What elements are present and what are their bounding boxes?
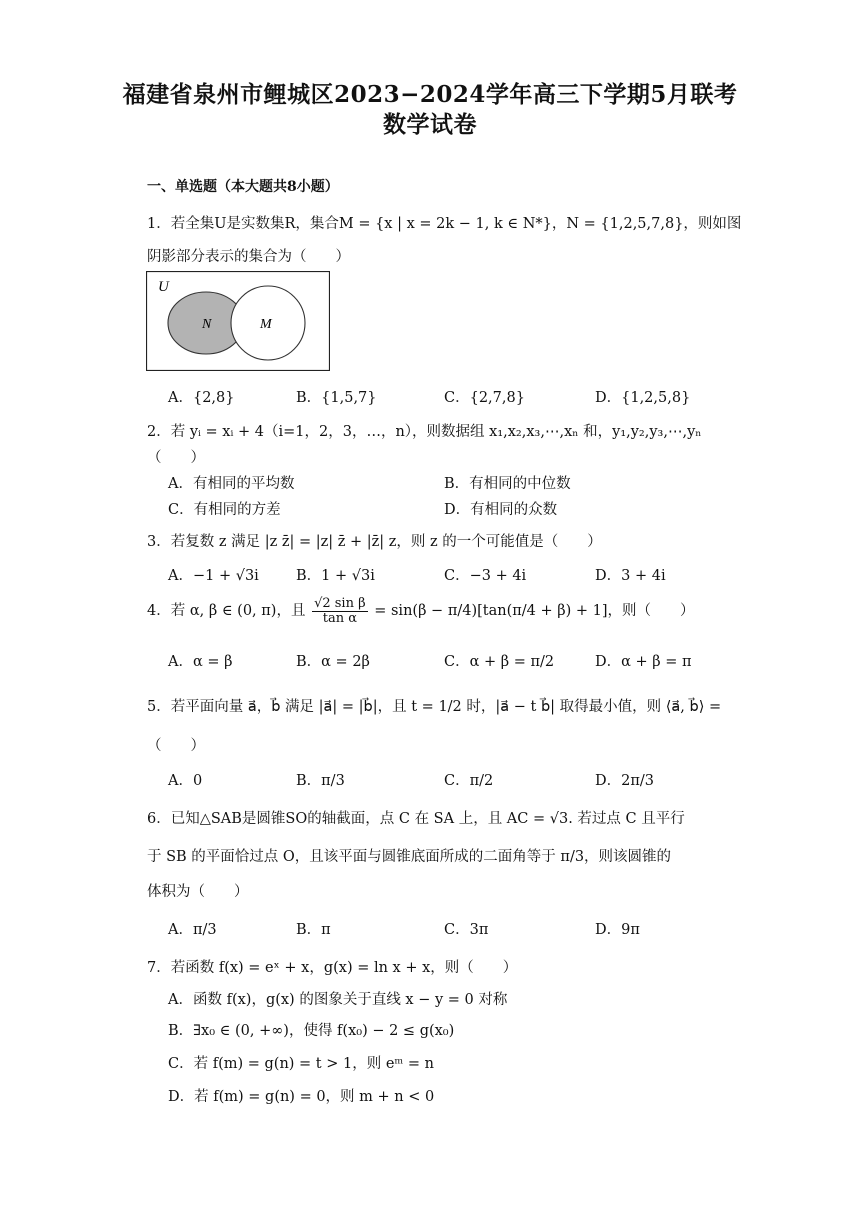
- q6-option-b[interactable]: B．π: [296, 922, 331, 938]
- q3-option-d[interactable]: D．3 + 4i: [595, 568, 666, 584]
- question-2-stem-cont: （ ）: [147, 450, 205, 466]
- q7-option-d[interactable]: D．若 f(m) = g(n) = 0，则 m + n < 0: [168, 1089, 435, 1105]
- q5-option-b[interactable]: B．π/3: [296, 773, 345, 789]
- question-1-stem: 1．若全集U是实数集R，集合M = {x | x = 2k − 1, k ∈ N*}，N = {1,2,5,7,8}，则如图: [147, 216, 742, 232]
- question-4-stem: [147, 597, 695, 625]
- q3-option-c[interactable]: C．−3 + 4i: [444, 568, 527, 584]
- page-subtitle: 数学试卷: [383, 111, 477, 138]
- question-5-stem: 5．若平面向量 a⃗，b⃗ 满足 |a⃗| = |b⃗|，且 t = 1/2 时，|a⃗ − t b⃗| 取得最小值，则 ⟨a⃗, b⃗⟩ =: [147, 699, 722, 715]
- q4-fraction: [312, 597, 368, 625]
- q7-option-a[interactable]: A．函数 f(x)，g(x) 的图象关于直线 x − y = 0 对称: [168, 992, 508, 1008]
- q4-option-c[interactable]: C．α + β = π/2: [444, 654, 555, 670]
- q1-option-c[interactable]: C．{2,7,8}: [444, 390, 525, 406]
- venn-label-u: U: [158, 279, 169, 295]
- q7-option-b[interactable]: B．∃x₀ ∈ (0, +∞)，使得 f(x₀) − 2 ≤ g(x₀): [168, 1023, 455, 1039]
- page-title: 福建省泉州市鲤城区2023−2024学年高三下学期5月联考: [122, 81, 738, 108]
- question-3-stem: 3．若复数 z 满足 |z z̄| = |z| z̄ + |z̄| z，则 z 的一个可能值是（ ）: [147, 534, 602, 550]
- q6-option-a[interactable]: A．π/3: [168, 922, 217, 938]
- question-5-stem-cont: （ ）: [147, 738, 205, 754]
- q4-option-d[interactable]: D．α + β = π: [595, 654, 692, 670]
- venn-label-m: M: [260, 317, 272, 332]
- q6-option-c[interactable]: C．3π: [444, 922, 489, 938]
- venn-label-n: N: [202, 317, 212, 332]
- q4-stem-pre: 4．若 α, β ∈ (0, π)，且: [147, 603, 306, 620]
- q4-stem-post: = sin(β − π/4)[tan(π/4 + β) + 1]，则（ ）: [374, 603, 695, 620]
- q1-option-a[interactable]: A．{2,8}: [168, 390, 235, 406]
- question-6-stem-end: 体积为（ ）: [147, 884, 249, 900]
- venn-diagram: [146, 271, 330, 371]
- q4-option-a[interactable]: A．α = β: [168, 654, 233, 670]
- q3-option-b[interactable]: B．1 + √3i: [296, 568, 375, 584]
- question-2-stem: 2．若 yᵢ = xᵢ + 4（i=1，2，3，…，n），则数据组 x₁,x₂,x₃,⋯,xₙ 和，y₁,y₂,y₃,⋯,yₙ: [147, 424, 702, 440]
- question-1-stem-cont: 阴影部分表示的集合为（ ）: [147, 249, 350, 265]
- q4-fraction-numerator: √2 sin β: [314, 596, 366, 611]
- question-7-stem: 7．若函数 f(x) = eˣ + x，g(x) = ln x + x，则（ ）: [147, 960, 518, 976]
- q5-option-a[interactable]: A．0: [168, 773, 203, 789]
- q5-option-c[interactable]: C．π/2: [444, 773, 494, 789]
- question-6-stem: 6．已知△SAB是圆锥SO的轴截面，点 C 在 SA 上，且 AC = √3. 若过点 C 且平行: [147, 811, 685, 827]
- q7-option-c[interactable]: C．若 f(m) = g(n) = t > 1，则 eᵐ = n: [168, 1056, 435, 1072]
- question-6-stem-cont: 于 SB 的平面恰过点 O，且该平面与圆锥底面所成的二面角等于 π/3，则该圆锥的: [147, 849, 672, 865]
- section-heading: 一、单选题（本大题共8小题）: [147, 179, 339, 195]
- q2-option-a[interactable]: A．有相同的平均数: [168, 476, 295, 492]
- q1-option-d[interactable]: D．{1,2,5,8}: [595, 390, 691, 406]
- q2-option-c[interactable]: C．有相同的方差: [168, 502, 281, 518]
- q5-option-d[interactable]: D．2π/3: [595, 773, 654, 789]
- q2-option-d[interactable]: D．有相同的众数: [444, 502, 558, 518]
- q2-option-b[interactable]: B．有相同的中位数: [444, 476, 571, 492]
- q4-fraction-denominator: tan α: [322, 610, 357, 626]
- q1-option-b[interactable]: B．{1,5,7}: [296, 390, 377, 406]
- q3-option-a[interactable]: A．−1 + √3i: [168, 568, 259, 584]
- q6-option-d[interactable]: D．9π: [595, 922, 640, 938]
- q4-option-b[interactable]: B．α = 2β: [296, 654, 370, 670]
